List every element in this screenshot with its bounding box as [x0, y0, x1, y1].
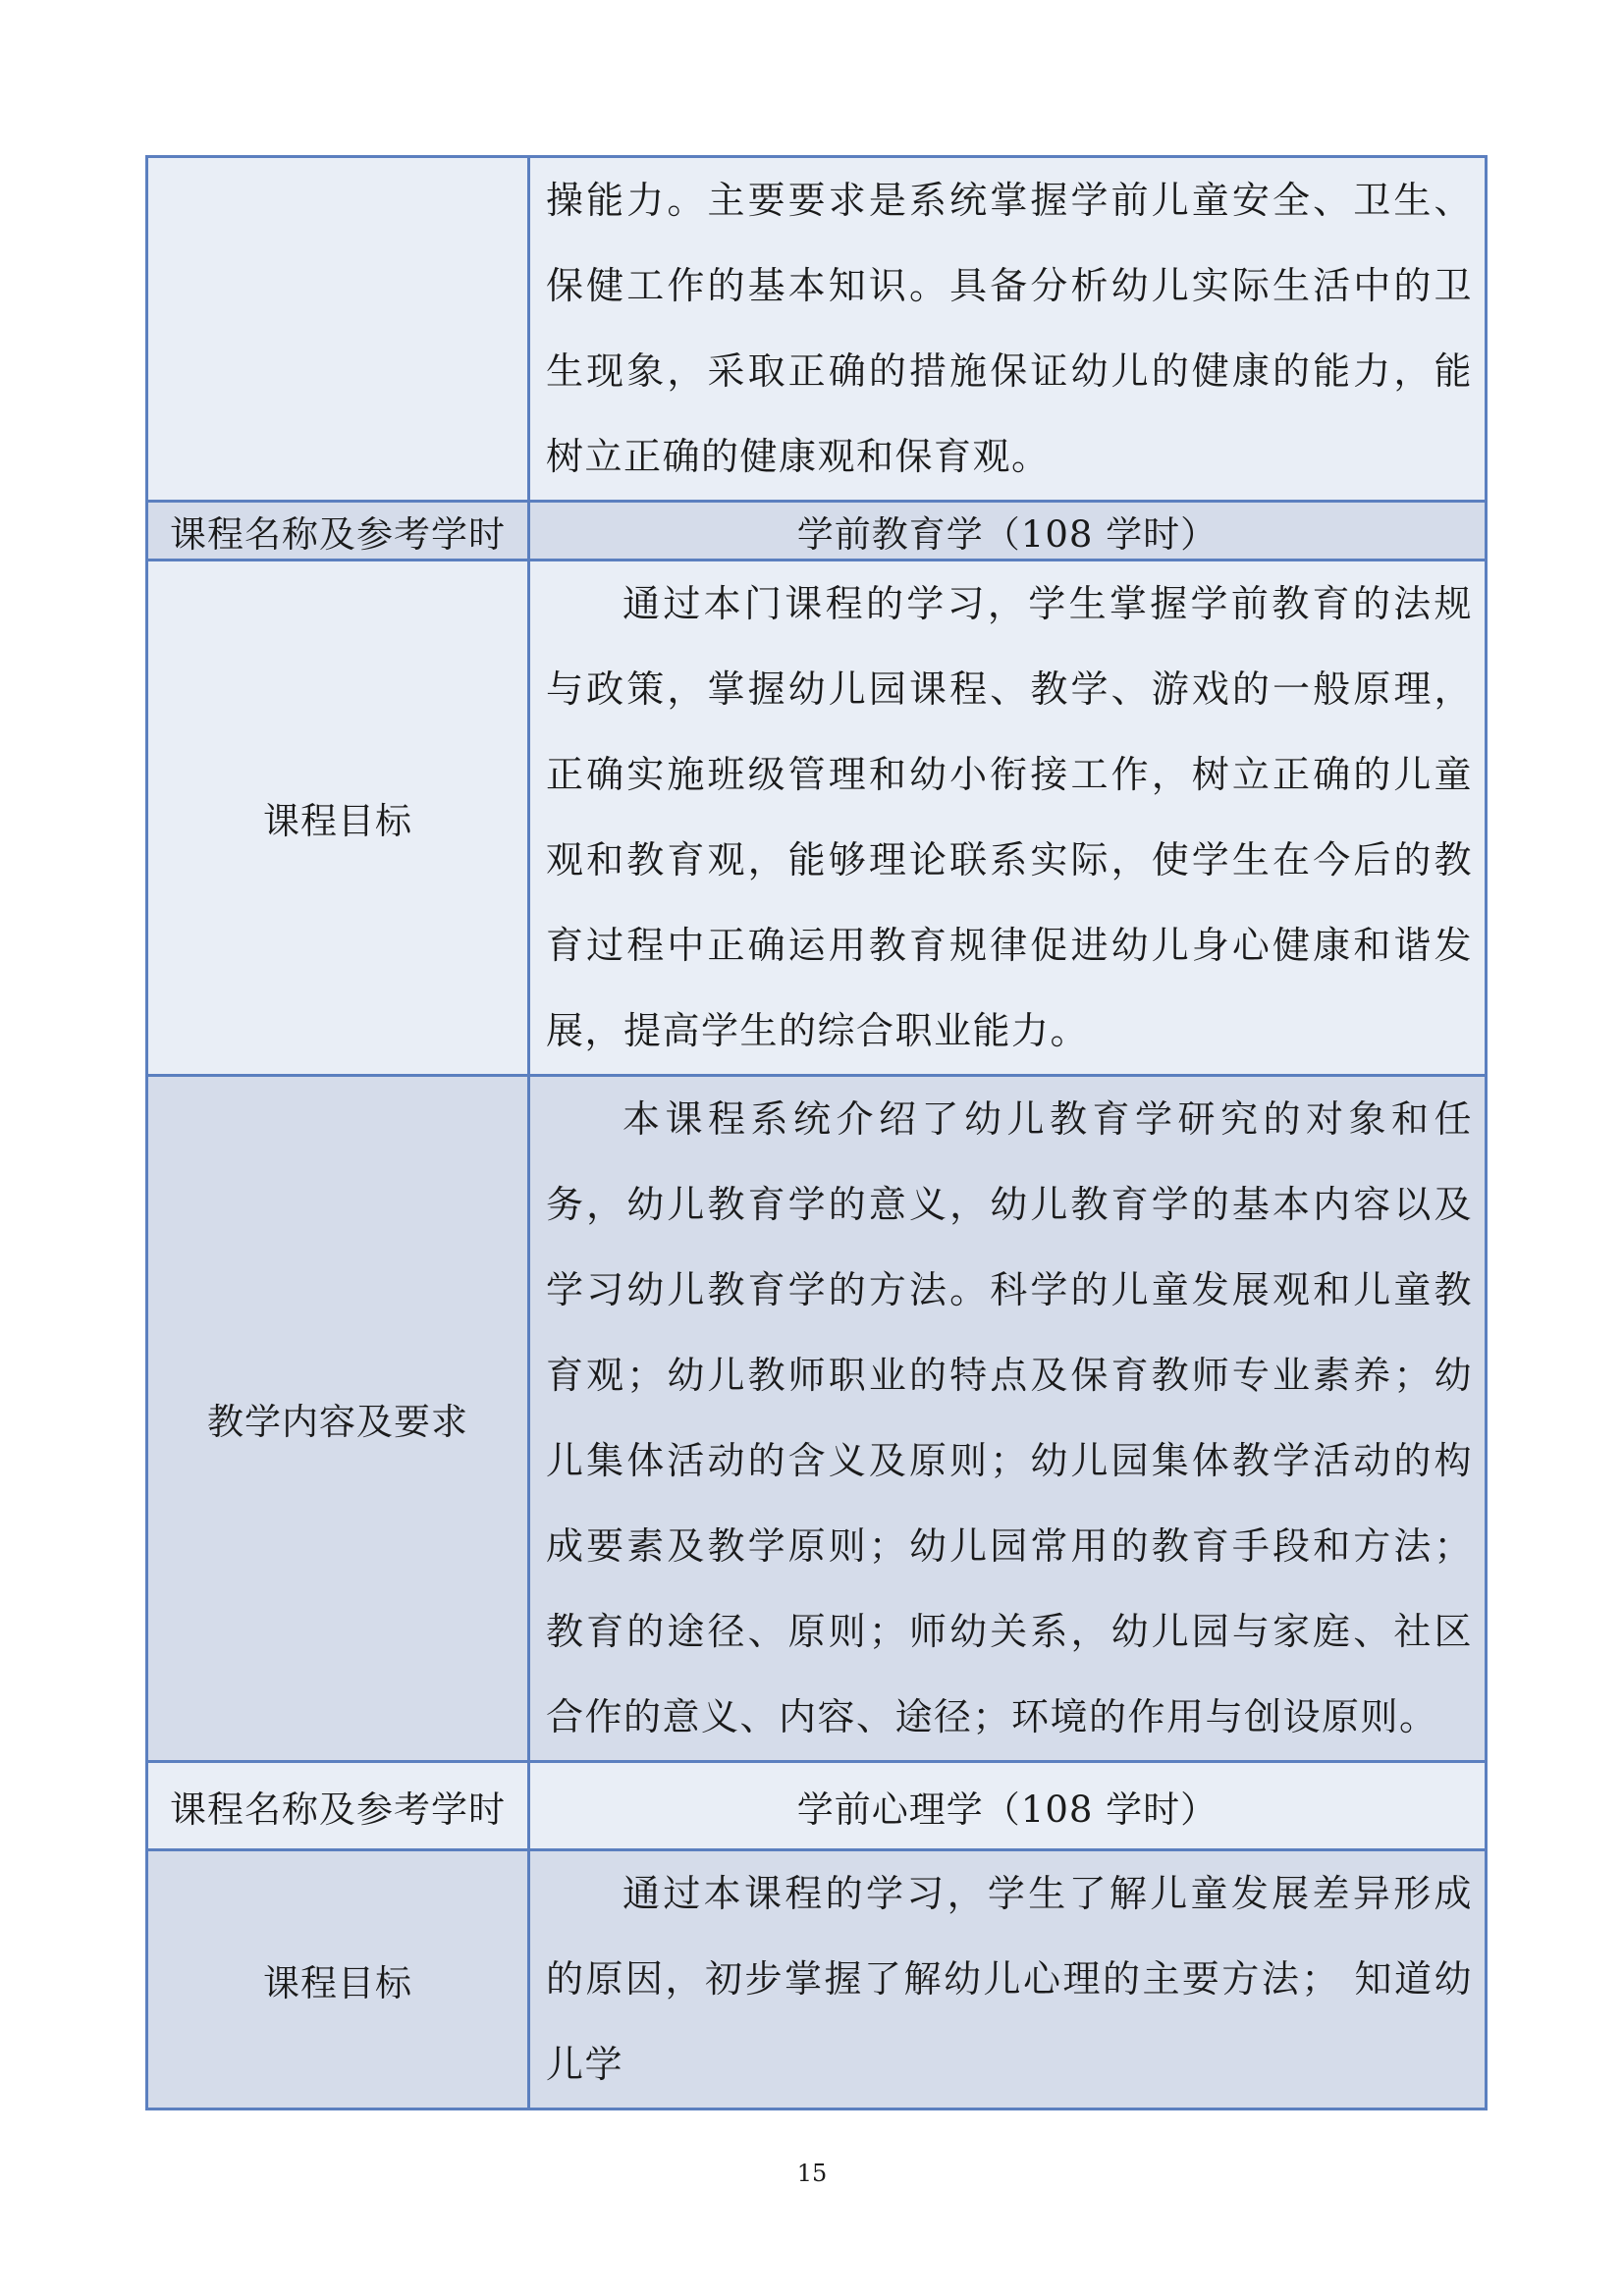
row-label: 课程名称及参考学时 — [170, 512, 506, 556]
content-paragraph: 通过本课程的学习，学生了解儿童发展差异形成的原因，初步掌握了解幼儿心理的主要方法； 知道幼儿学 — [546, 1872, 1473, 2086]
table-row — [147, 1850, 1487, 2109]
content-paragraph: 通过本门课程的学习，学生掌握学前教育的法规与政策，掌握幼儿园课程、教学、游戏的一般原理，正确实施班级管理和幼小衔接工作，树立正确的儿童观和教育观，能够理论联系实际，使学生在今后的教育过程中正确运用教育规律促进幼儿身心健康和谐发展，提高学生的综合职业能力。 — [546, 582, 1473, 1052]
content-cell — [529, 157, 1487, 502]
label-cell — [147, 561, 529, 1076]
content-cell — [529, 1762, 1487, 1850]
page-number: 15 — [796, 2160, 828, 2187]
row-label: 课程名称及参考学时 — [170, 1788, 506, 1831]
course-title: 学前心理学（108 学时） — [796, 1788, 1218, 1831]
content-cell — [529, 1076, 1487, 1762]
course-title: 学前教育学（108 学时） — [796, 512, 1218, 556]
label-cell — [147, 1762, 529, 1850]
table-row — [147, 561, 1487, 1076]
content-paragraph: 本课程系统介绍了幼儿教育学研究的对象和任务，幼儿教育学的意义，幼儿教育学的基本内容以及学习幼儿教育学的方法。科学的儿童发展观和儿童教育观；幼儿教师职业的特点及保育教师专业素养；幼儿集体活动的含义及原则；幼儿园集体教学活动的构成要素及教学原则；幼儿园常用的教育手段和方法；教育的途径、原则；师幼关系，幼儿园与家庭、社区合作的意义、内容、途径；环境的作用与创设原则。 — [546, 1097, 1473, 1738]
row-label: 课程目标 — [263, 800, 412, 842]
content-cell — [529, 561, 1487, 1076]
label-cell — [147, 1076, 529, 1762]
table-row — [147, 502, 1487, 561]
row-label: 课程目标 — [263, 1961, 412, 2004]
label-cell — [147, 157, 529, 502]
table-row — [147, 1076, 1487, 1762]
label-cell — [147, 1850, 529, 2109]
table-row — [147, 157, 1487, 502]
content-paragraph: 操能力。主要要求是系统掌握学前儿童安全、卫生、保健工作的基本知识。具备分析幼儿实际生活中的卫生现象，采取正确的措施保证幼儿的健康的能力，能树立正确的健康观和保育观。 — [546, 179, 1473, 478]
content-cell — [529, 502, 1487, 561]
label-cell — [147, 502, 529, 561]
course-table — [145, 155, 1488, 2110]
table-row — [147, 1762, 1487, 1850]
row-label: 教学内容及要求 — [207, 1401, 468, 1443]
content-cell — [529, 1850, 1487, 2109]
